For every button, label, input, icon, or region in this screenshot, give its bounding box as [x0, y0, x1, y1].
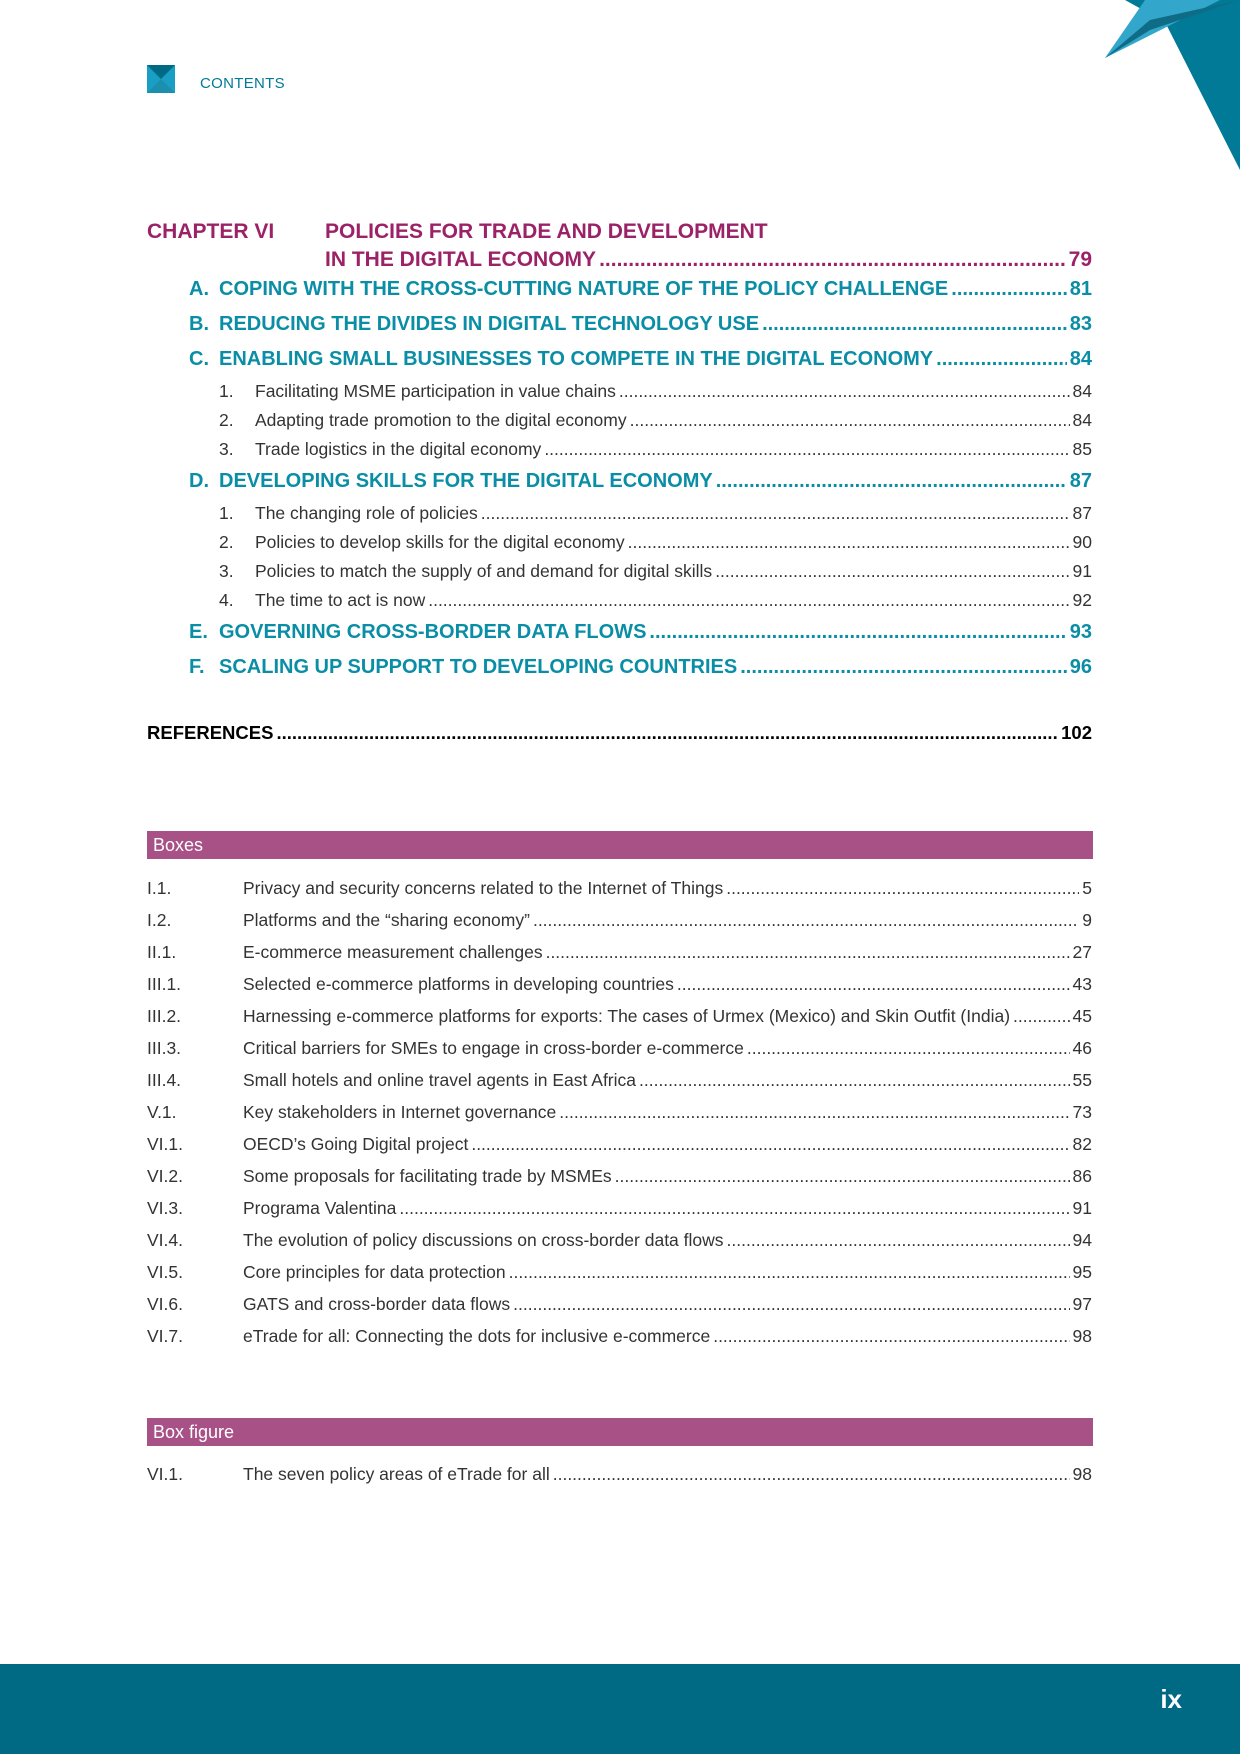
boxes-heading-bar: Boxes [147, 831, 1093, 859]
subitem-number: 3. [219, 561, 234, 581]
dot-leader [639, 1064, 1070, 1096]
subitem-title: Trade logistics in the digital economy [255, 439, 542, 459]
dot-leader [481, 499, 1070, 528]
subitem-number: 4. [219, 590, 234, 610]
toc-subitem[interactable] [147, 528, 1092, 557]
list-entry[interactable] [147, 1032, 1092, 1064]
section-list [147, 272, 1092, 685]
dot-leader [615, 1160, 1070, 1192]
toc-subitem[interactable] [147, 406, 1092, 435]
dot-leader [716, 464, 1067, 499]
entry-page: 98 [1072, 1326, 1092, 1346]
toc-subitem[interactable] [147, 377, 1092, 406]
subitem-title: The time to act is now [255, 590, 426, 610]
header-label: CONTENTS [200, 75, 285, 92]
dot-leader [713, 1320, 1069, 1352]
entry-title: Privacy and security concerns related to the Internet of Things [243, 878, 724, 898]
chapter-page: 79 [1068, 248, 1092, 271]
dot-leader [630, 406, 1070, 435]
entry-page: 95 [1072, 1262, 1092, 1282]
entry-label: III.2. [147, 1006, 182, 1026]
dot-leader [533, 904, 1079, 936]
entry-page: 98 [1072, 1464, 1092, 1484]
dot-leader [509, 1256, 1070, 1288]
entry-label: VI.2. [147, 1166, 183, 1186]
entry-label: II.1. [147, 942, 177, 962]
subitem-title: Facilitating MSME participation in value chains [255, 381, 616, 401]
subitem-title: Policies to develop skills for the digital economy [255, 532, 625, 552]
list-entry[interactable] [147, 1096, 1092, 1128]
entry-title: OECD’s Going Digital project [243, 1134, 469, 1154]
section-letter: F. [189, 656, 205, 678]
entry-page: 55 [1072, 1070, 1092, 1090]
toc-section[interactable] [147, 342, 1092, 377]
footer-band [0, 1664, 1240, 1754]
dot-leader [619, 377, 1070, 406]
entry-label: VI.6. [147, 1294, 183, 1314]
section-page: 93 [1069, 621, 1092, 643]
dot-leader [727, 1224, 1070, 1256]
dot-leader [399, 1192, 1069, 1224]
toc-section[interactable] [147, 650, 1092, 685]
dot-leader [276, 718, 1058, 748]
dot-leader [471, 1128, 1069, 1160]
entry-title: Programa Valentina [243, 1198, 397, 1218]
dot-leader [544, 435, 1069, 464]
dot-leader [513, 1288, 1069, 1320]
list-entry[interactable] [147, 1064, 1092, 1096]
dot-leader [649, 615, 1066, 650]
entry-page: 86 [1072, 1166, 1092, 1186]
section-title: DEVELOPING SKILLS FOR THE DIGITAL ECONOMY [219, 470, 713, 492]
list-entry[interactable] [147, 1224, 1092, 1256]
references-label: REFERENCES [147, 722, 274, 743]
entry-title: Key stakeholders in Internet governance [243, 1102, 557, 1122]
entry-label: III.4. [147, 1070, 182, 1090]
subitem-page: 84 [1072, 381, 1092, 401]
list-entry[interactable] [147, 1458, 1092, 1490]
entry-label: VI.7. [147, 1326, 183, 1346]
entry-title: Small hotels and online travel agents in East Africa [243, 1070, 636, 1090]
corner-decoration [1000, 0, 1240, 170]
section-title: SCALING UP SUPPORT TO DEVELOPING COUNTRIES [219, 656, 738, 678]
dot-leader [553, 1458, 1070, 1490]
entry-page: 27 [1072, 942, 1092, 962]
toc-section[interactable] [147, 272, 1092, 307]
subitem-number: 1. [219, 381, 234, 401]
section-page: 83 [1069, 313, 1092, 335]
section-title: REDUCING THE DIVIDES IN DIGITAL TECHNOLOGY USE [219, 313, 760, 335]
list-entry[interactable] [147, 1000, 1092, 1032]
toc-section[interactable] [147, 615, 1092, 650]
entry-label: I.2. [147, 910, 172, 930]
entry-page: 43 [1072, 974, 1092, 994]
entry-label: III.3. [147, 1038, 182, 1058]
chapter-title-line2: IN THE DIGITAL ECONOMY [325, 248, 597, 271]
entry-page: 73 [1072, 1102, 1092, 1122]
entry-page: 82 [1072, 1134, 1092, 1154]
list-entry[interactable] [147, 1160, 1092, 1192]
dot-leader [740, 650, 1067, 685]
subitem-title: Adapting trade promotion to the digital economy [255, 410, 627, 430]
dot-leader [628, 528, 1070, 557]
dot-leader [951, 272, 1066, 307]
dot-leader [677, 968, 1070, 1000]
chapter-title-line2-row [325, 248, 1092, 272]
section-title: COPING WITH THE CROSS-CUTTING NATURE OF THE POLICY CHALLENGE [219, 278, 949, 300]
section-page: 96 [1069, 656, 1092, 678]
dot-leader [762, 307, 1067, 342]
dot-leader [428, 586, 1069, 615]
references-page: 102 [1061, 722, 1092, 743]
dot-leader [726, 872, 1079, 904]
entry-page: 91 [1072, 1198, 1092, 1218]
subitem-page: 90 [1072, 532, 1092, 552]
entry-label: V.1. [147, 1102, 177, 1122]
entry-page: 5 [1082, 878, 1092, 898]
entry-title: The seven policy areas of eTrade for all [243, 1464, 550, 1484]
entry-title: The evolution of policy discussions on cross-border data flows [243, 1230, 724, 1250]
dot-leader [715, 557, 1069, 586]
entry-page: 9 [1082, 910, 1092, 930]
toc-section[interactable] [147, 307, 1092, 342]
section-letter: C. [189, 348, 209, 370]
entry-label: VI.5. [147, 1262, 183, 1282]
subitem-number: 1. [219, 503, 234, 523]
entry-title: E-commerce measurement challenges [243, 942, 543, 962]
toc-subitem[interactable] [147, 499, 1092, 528]
table-of-contents [147, 218, 1092, 685]
box-figure-list [147, 1458, 1092, 1490]
entry-title: GATS and cross-border data flows [243, 1294, 511, 1314]
subitem-number: 2. [219, 532, 234, 552]
section-page: 81 [1069, 278, 1092, 300]
entry-page: 46 [1072, 1038, 1092, 1058]
entry-label: I.1. [147, 878, 172, 898]
dot-leader [936, 342, 1067, 377]
chapter-label: CHAPTER VI [147, 220, 275, 243]
subitem-page: 92 [1072, 590, 1092, 610]
dot-leader [1013, 1000, 1070, 1032]
entry-page: 94 [1072, 1230, 1092, 1250]
boxes-list [147, 872, 1092, 1352]
list-entry[interactable] [147, 872, 1092, 904]
section-letter: D. [189, 470, 209, 492]
section-title: GOVERNING CROSS-BORDER DATA FLOWS [219, 621, 647, 643]
dot-leader [559, 1096, 1069, 1128]
entry-label: III.1. [147, 974, 182, 994]
dot-leader [747, 1032, 1070, 1064]
entry-title: eTrade for all: Connecting the dots for inclusive e-commerce [243, 1326, 711, 1346]
section-title: ENABLING SMALL BUSINESSES TO COMPETE IN THE DIGITAL ECONOMY [219, 348, 934, 370]
section-letter: A. [189, 278, 209, 300]
list-entry[interactable] [147, 904, 1092, 936]
subitem-page: 87 [1072, 503, 1092, 523]
dot-leader [546, 936, 1070, 968]
page-number: ix [1160, 1684, 1182, 1714]
box-figure-heading-bar: Box figure [147, 1418, 1093, 1446]
list-entry[interactable] [147, 968, 1092, 1000]
toc-section[interactable] [147, 464, 1092, 499]
subitem-page: 85 [1072, 439, 1092, 459]
toc-subitem[interactable] [147, 557, 1092, 586]
section-letter: B. [189, 313, 209, 335]
entry-title: Some proposals for facilitating trade by MSMEs [243, 1166, 612, 1186]
chapter-title [325, 220, 1092, 272]
entry-title: Core principles for data protection [243, 1262, 506, 1282]
toc-subitem[interactable] [147, 586, 1092, 615]
list-entry[interactable] [147, 936, 1092, 968]
references-entry[interactable] [147, 718, 1092, 748]
dot-leader [599, 248, 1066, 272]
section-page: 87 [1069, 470, 1092, 492]
contents-mark-icon [147, 65, 175, 93]
subitem-title: The changing role of policies [255, 503, 478, 523]
list-entry[interactable] [147, 1288, 1092, 1320]
list-entry[interactable] [147, 1256, 1092, 1288]
entry-label: VI.4. [147, 1230, 183, 1250]
list-entry[interactable] [147, 1192, 1092, 1224]
entry-title: Critical barriers for SMEs to engage in cross-border e-commerce [243, 1038, 744, 1058]
entry-label: VI.1. [147, 1464, 183, 1484]
chapter-title-line1: POLICIES FOR TRADE AND DEVELOPMENT [325, 220, 768, 243]
entry-page: 45 [1072, 1006, 1092, 1026]
subitem-page: 84 [1072, 410, 1092, 430]
entry-title: Selected e-commerce platforms in developing countries [243, 974, 674, 994]
entry-label: VI.1. [147, 1134, 183, 1154]
entry-title: Platforms and the “sharing economy” [243, 910, 530, 930]
list-entry[interactable] [147, 1128, 1092, 1160]
entry-title: Harnessing e-commerce platforms for exports: The cases of Urmex (Mexico) and Skin Outfit (India) [243, 1006, 1011, 1026]
entry-label: VI.3. [147, 1198, 183, 1218]
section-page: 84 [1069, 348, 1092, 370]
subitem-number: 2. [219, 410, 234, 430]
toc-subitem[interactable] [147, 435, 1092, 464]
subitem-number: 3. [219, 439, 234, 459]
list-entry[interactable] [147, 1320, 1092, 1352]
section-letter: E. [189, 621, 208, 643]
entry-page: 97 [1072, 1294, 1092, 1314]
subitem-page: 91 [1072, 561, 1092, 581]
chapter-heading[interactable] [147, 218, 1092, 272]
subitem-title: Policies to match the supply of and demand for digital skills [255, 561, 713, 581]
